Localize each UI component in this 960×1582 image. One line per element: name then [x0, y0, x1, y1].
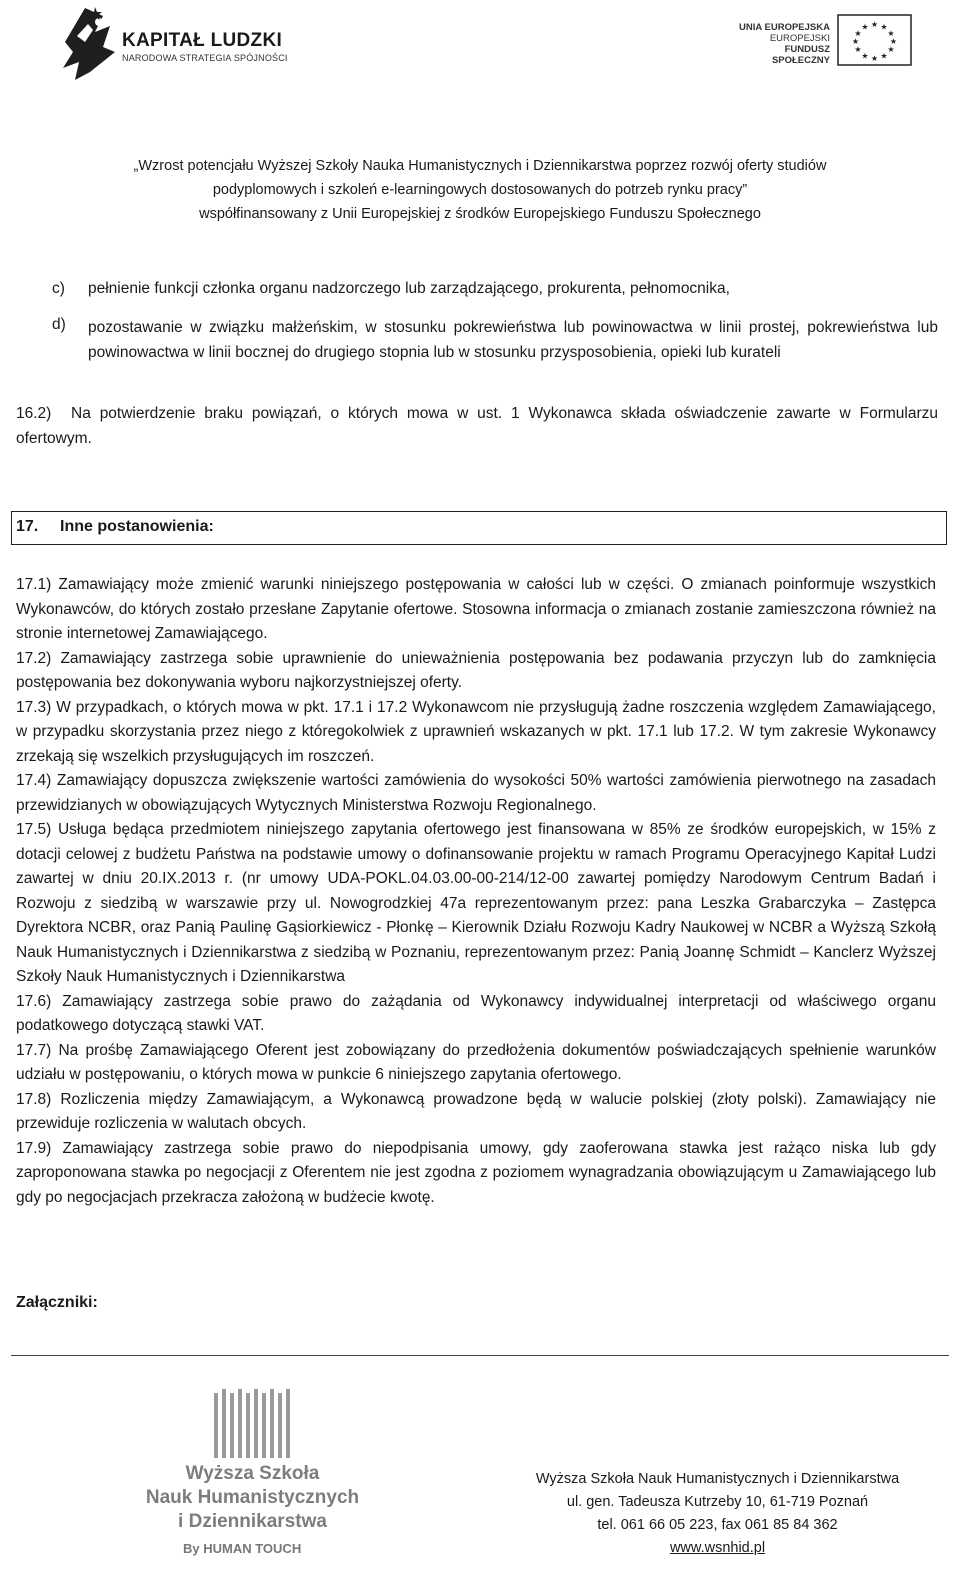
paragraph-17-3: 17.3) W przypadkach, o których mowa w pkt. 17.1 i 17.2 Wykonawcom nie przysługują żadne roszczenia względem Zamawiającego, w przypadku skorzystania przez niego z któregokolwiek z uprawnień wskazanych w pkt. 17.1 lub 17.2. W tym zakresie Wykonawcy zrzekają się wszelkich przysługujących im roszczeń. [16, 698, 936, 765]
project-title-line-2: podyplomowych i szkoleń e-learningowych dostosowanych do potrzeb rynku pracy” [212, 182, 748, 198]
svg-text:★: ★ [887, 45, 895, 54]
svg-text:★: ★ [854, 45, 862, 54]
address-street: ul. gen. Tadeusza Kutrzeby 10, 61-719 Poznań [566, 1494, 869, 1510]
eu-logo-text [726, 22, 830, 66]
section-17-title: Inne postanowienia: [60, 518, 214, 535]
svg-text:★: ★ [854, 29, 862, 38]
paragraph-17-5: 17.5) Usługa będąca przedmiotem niniejszego zapytania ofertowego jest finansowana w 85% ze środków europejskich, w 15% z dotacji celowej z budżetu Państwa na podstawie umowy o dofinansowanie projektu w ramach Programu Operacyjnego Kapitał Ludzi zawartej w dniu 20.IX.2013 r. (nr umowy UDA-POKL.04.03.00-00-214/12-00 zawartej pomiędzy Narodowym Centrum Badań i Rozwoju z siedzibą w warszawie przy ul. Nowogrodzkiej 47a reprezentowanym przez: pana Leszka Grabarczyka – Zastępca Dyrektora NCBR, oraz Panią Paulinę Gąsiorkiewicz - Płonkę – Kierownik Działu Rozwoju Kadry Naukowej w NCBR a Wyższą Szkołą Nauk Humanistycznych i Dziennikarstwa z siedzibą w Poznaniu, reprezentowanym przez: Panią Joannę Schmidt – Kanclerz Wyższej Szkoły Nauk Humanistycznych i Dziennikarstwa [16, 821, 936, 985]
address-phone: tel. 061 66 05 223, fax 061 85 84 362 [597, 1517, 838, 1533]
svg-text:★: ★ [880, 51, 888, 61]
svg-text:★: ★ [889, 37, 898, 46]
footer-divider [11, 1355, 949, 1356]
paragraph-17-8: 17.8) Rozliczenia między Zamawiającym, a Wykonawcą prowadzone będą w walucie polskiej (złoty polski). Zamawiający nie przewiduje rozliczenia w walutach obcych. [16, 1090, 936, 1132]
svg-text:★: ★ [861, 51, 869, 61]
list-item-d-label: d) [52, 316, 66, 333]
svg-text:★: ★ [851, 37, 860, 46]
svg-text:★: ★ [870, 20, 879, 29]
website-link[interactable]: www.wsnhid.pl [669, 1540, 766, 1556]
paragraph-17-4: 17.4) Zamawiający dopuszcza zwiększenie wartości zamówienia do wysokości 50% wartości zamówienia pierwotnego na zasadach przewidzianych w obowiązujących Wytycznych Ministerstwa Rozwoju Regionalnego. [16, 772, 936, 814]
project-title-line-1: „Wzrost potencjału Wyższej Szkoły Nauka Humanistycznych i Dziennikarstwa poprzez rozwój oferty studiów [133, 158, 827, 174]
logo-tagline: By HUMAN TOUCH [183, 1541, 302, 1556]
address-name: Wyższa Szkoła Nauk Humanistycznych i Dziennikarstwa [535, 1471, 900, 1487]
paragraph-16-2 [16, 402, 938, 451]
wsnhid-logo-text [135, 1462, 370, 1534]
paragraph-17-7: 17.7) Na prośbę Zamawiającego Oferent jest zobowiązany do przedłożenia dokumentów poświadczających spełnienie warunków udziału w postępowaniu, o których mowa w punkcie 6 niniejszego zapytania ofertowego. [16, 1041, 936, 1083]
list-item-d-text: pozostawanie w związku małżeńskim, w stosunku pokrewieństwa lub powinowactwa w linii prostej, pokrewieństwa lub powinowactwa w linii bocznej do drugiego stopnia lub w stosunku przysposobienia, opieki lub kurateli [88, 319, 938, 361]
eu-line-2: EUROPEJSKI [769, 33, 830, 44]
eu-line-3: FUNDUSZ SPOŁECZNY [771, 44, 830, 66]
list-item-c-text: pełnienie funkcji członka organu nadzorczego lub zarządzającego, prokurenta, pełnomocnika, [88, 280, 730, 297]
logo-line-3: i Dziennikarstwa [178, 1511, 327, 1532]
paragraph-17-1: 17.1) Zamawiający może zmienić warunki niniejszego postępowania w całości lub w części. O zmianach poinformuje wszystkich Wykonawców, do których zostało przesłane Zapytanie ofertowe. Stosowna informacja o zmianach zostanie zamieszczona również na stronie internetowej Zamawiającego. [16, 576, 936, 642]
svg-text:★: ★ [887, 29, 895, 38]
paragraph-17-6: 17.6) Zamawiający zastrzega sobie prawo do zażądania od Wykonawcy indywidualnej interpretacji od właściwego organu podatkowego dotyczącą stawki VAT. [16, 992, 936, 1034]
svg-text:★: ★ [870, 54, 879, 63]
eu-line-1: UNIA EUROPEJSKA [739, 22, 830, 33]
project-title-line-3: współfinansowany z Unii Europejskiej z środków Europejskiego Funduszu Społecznego [199, 206, 761, 222]
paragraph-17-2: 17.2) Zamawiający zastrzega sobie uprawnienie do unieważnienia postępowania bez podawania przyczyn lub do zamknięcia postępowania bez dokonywania wyboru najkorzystniejszej oferty. [16, 649, 936, 691]
section-17-body [16, 573, 936, 1210]
paragraph-16-2-text: Na potwierdzenie braku powiązań, o których mowa w ust. 1 Wykonawca składa oświadczenie zawarte w Formularzu ofertowym. [16, 405, 938, 447]
svg-text:★: ★ [861, 22, 869, 32]
attachments-label: Załączniki: [16, 1294, 98, 1311]
kapital-ludzki-subtitle: NARODOWA STRATEGIA SPÓJNOŚCI [122, 53, 288, 63]
paragraph-17-9: 17.9) Zamawiający zastrzega sobie prawo do niepodpisania umowy, gdy zaoferowana stawka jest rażąco niska lub gdy zaproponowana stawka po negocjacji z Oferentem nie jest zgodna z poziomem wynagradzania obowiązującym u Zamawiającego lub gdy po negocjacjach przekracza założoną w budżecie kwotę. [16, 1139, 936, 1206]
eu-flag-icon [837, 14, 912, 66]
paragraph-16-2-number: 16.2) [16, 405, 52, 422]
list-item-c-label: c) [52, 280, 65, 297]
kapital-ludzki-title: KAPITAŁ LUDZKI [122, 30, 283, 51]
logo-line-2: Nauk Humanistycznych [145, 1487, 360, 1508]
project-title [40, 154, 920, 226]
section-17-number: 17. [16, 518, 39, 535]
logo-line-1: Wyższa Szkoła [185, 1463, 320, 1484]
footer-address [500, 1468, 935, 1560]
svg-text:★: ★ [880, 22, 888, 32]
